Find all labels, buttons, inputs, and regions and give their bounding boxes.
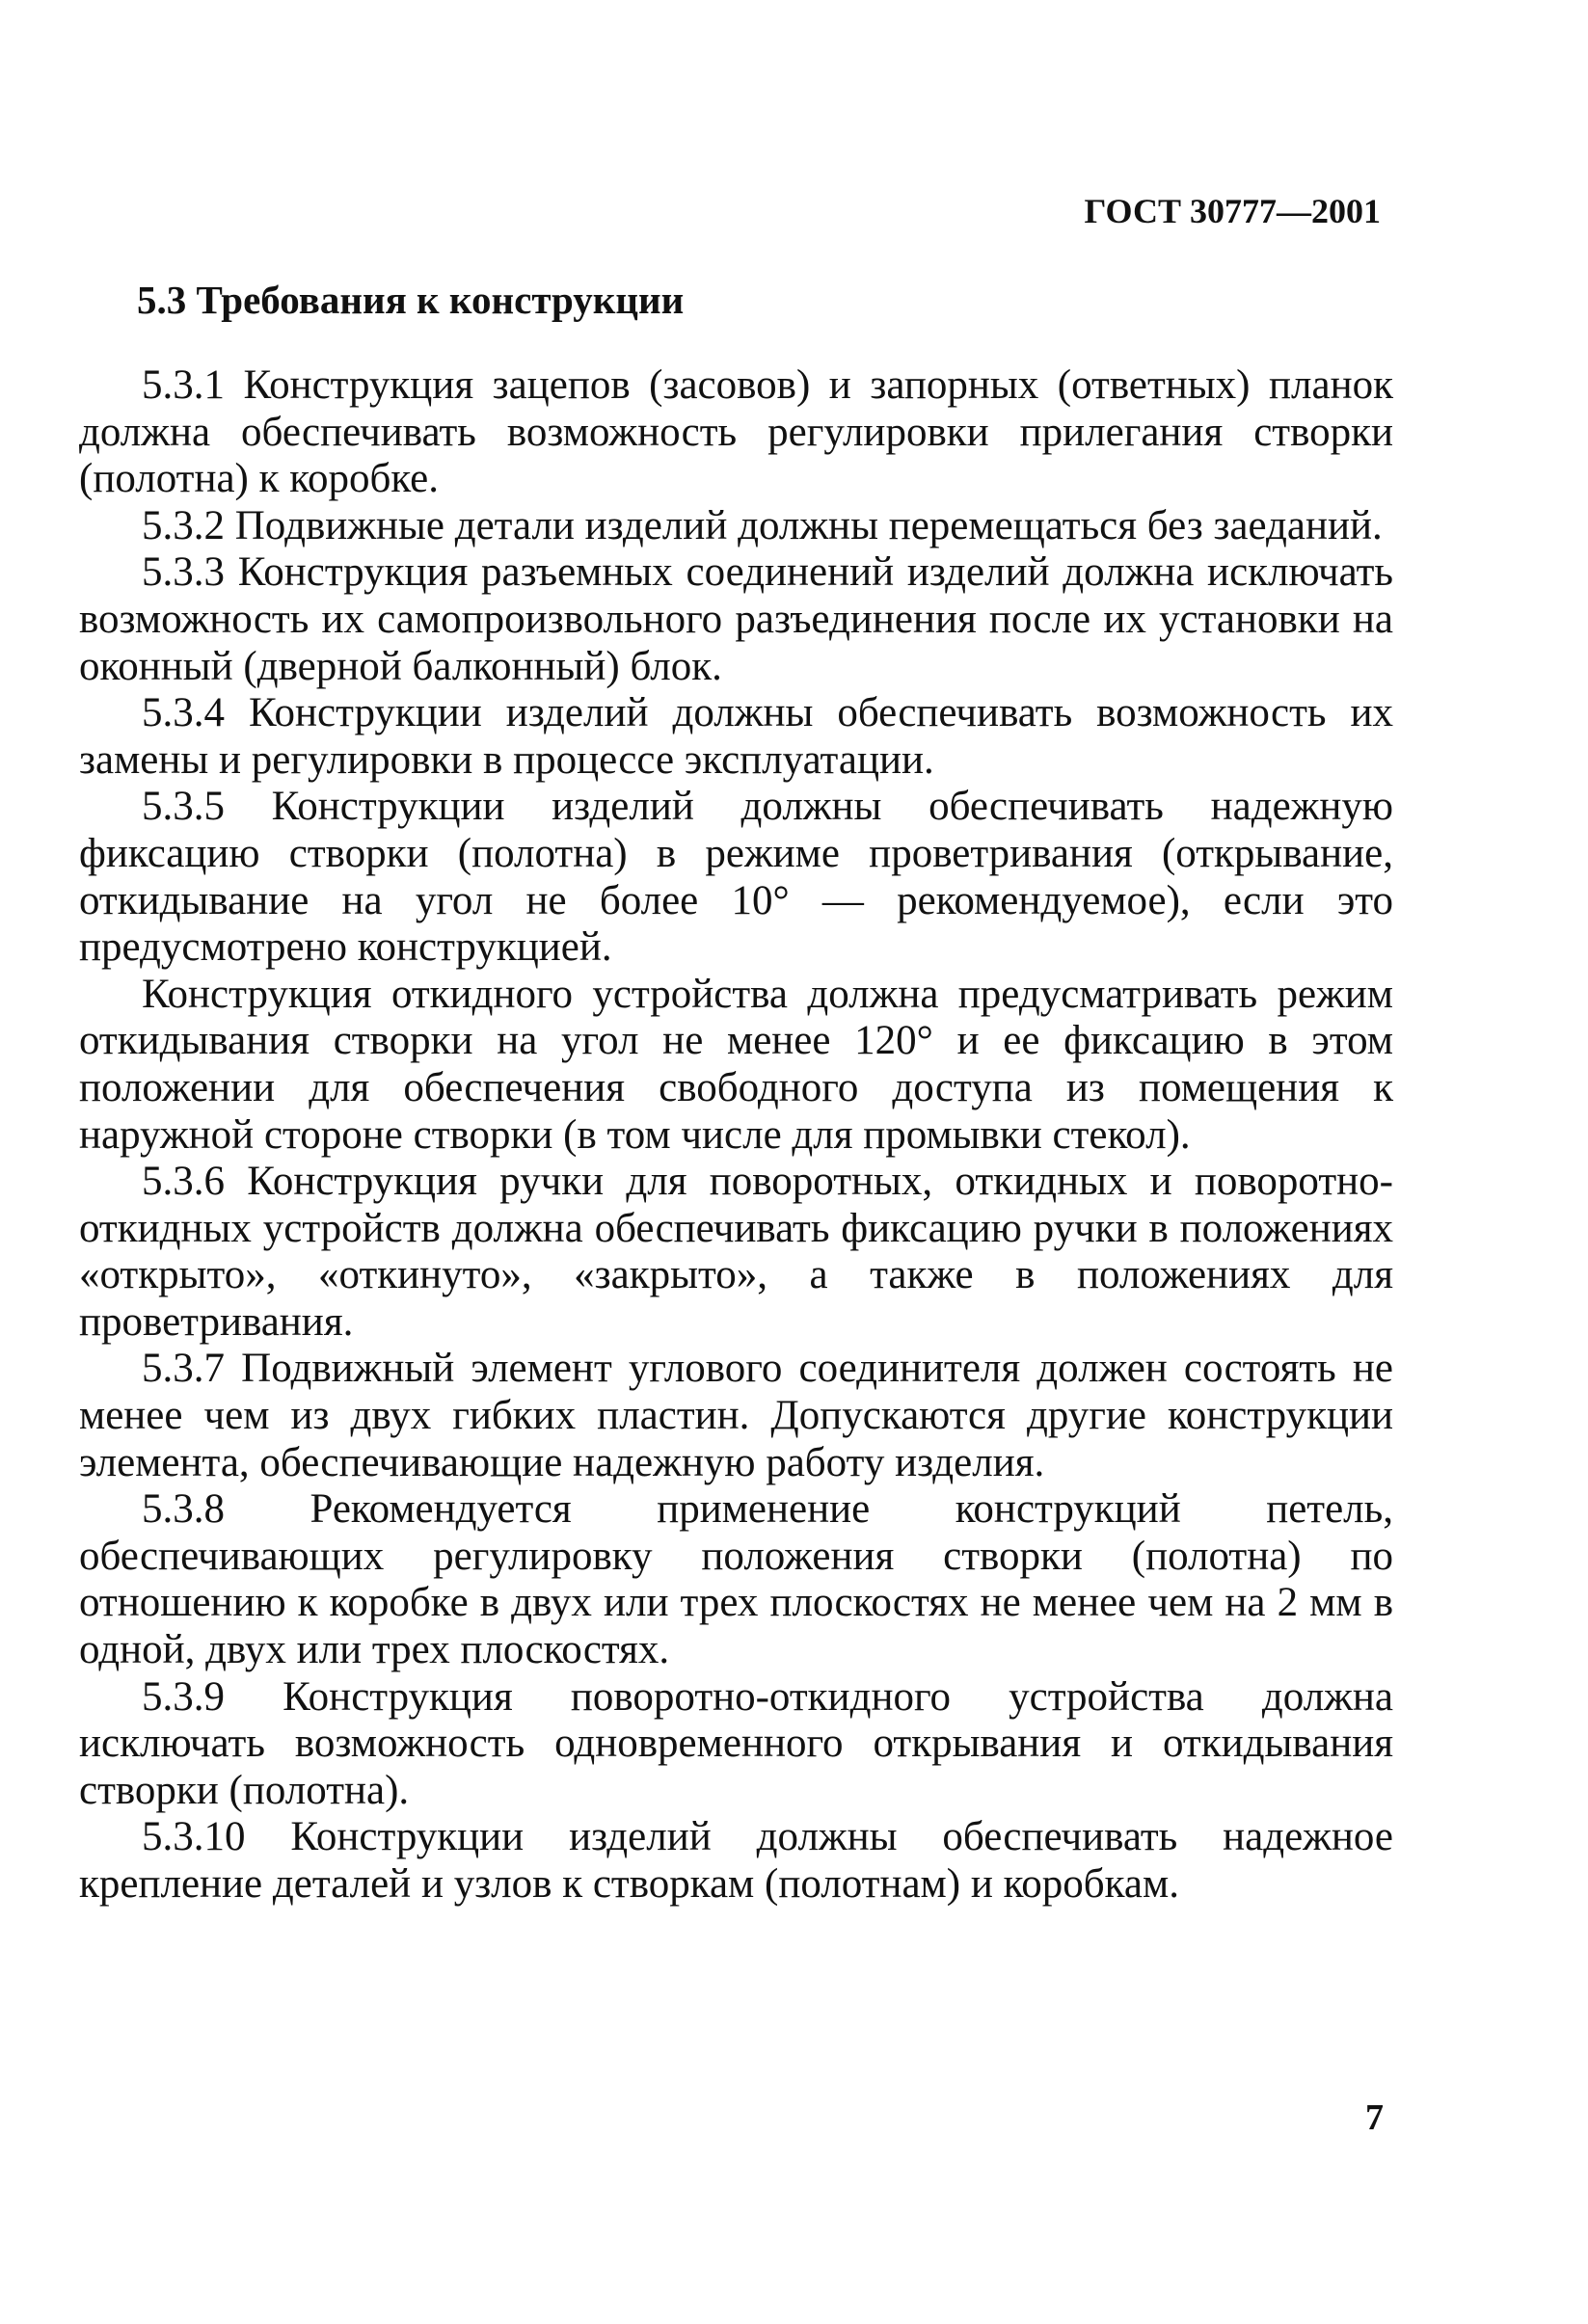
document-header: ГОСТ 30777—2001 bbox=[1084, 192, 1381, 230]
body-text bbox=[79, 362, 1393, 1909]
paragraph-5-3-8: 5.3.8 Рекомендуется применение конструкций петель, обеспечивающих регулировку положения створки (полотна) по отношению к коробке в двух или трех плоскостях не менее чем на 2 мм в одной, двух или трех плоскостях. bbox=[79, 1486, 1393, 1673]
paragraph-5-3-4: 5.3.4 Конструкции изделий должны обеспечивать возможность их замены и регулировки в процессе эксплуатации. bbox=[79, 690, 1393, 783]
paragraph-5-3-9: 5.3.9 Конструкция поворотно-откидного устройства должна исключать возможность одновременного открывания и откидывания створки (полотна). bbox=[79, 1673, 1393, 1813]
paragraph-5-3-10: 5.3.10 Конструкции изделий должны обеспечивать надежное крепление деталей и узлов к створкам (полотнам) и коробкам. bbox=[79, 1814, 1393, 1907]
paragraph-5-3-3: 5.3.3 Конструкция разъемных соединений изделий должна исключать возможность их самопроизвольного разъединения после их установки на оконный (дверной балконный) блок. bbox=[79, 549, 1393, 689]
paragraph-5-3-6: 5.3.6 Конструкция ручки для поворотных, откидных и поворотно-откидных устройств должна обеспечивать фиксацию ручки в положениях «открыто», «откинуто», «закрыто», а также в положениях для проветривания. bbox=[79, 1159, 1393, 1345]
paragraph-5-3-7: 5.3.7 Подвижный элемент углового соединителя должен состоять не менее чем из двух гибких пластин. Допускаются другие конструкции элемента, обеспечивающие надежную работу изделия. bbox=[79, 1346, 1393, 1485]
page-number: 7 bbox=[1365, 2097, 1384, 2138]
section-title: 5.3 Требования к конструкции bbox=[137, 278, 685, 322]
paragraph-5-3-5: 5.3.5 Конструкции изделий должны обеспечивать надежную фиксацию створки (полотна) в режиме проветривания (открывание, откидывание на угол не более 10° — рекомендуемое), если это предусмотрено конструкцией. bbox=[79, 784, 1393, 971]
paragraph-5-3-1: 5.3.1 Конструкция зацепов (засовов) и запорных (ответных) планок должна обеспечивать возможность регулировки прилегания створки (полотна) к коробке. bbox=[79, 362, 1393, 502]
paragraph-5-3-5-continued: Конструкция откидного устройства должна предусматривать режим откидывания створки на угол не менее 120° и ее фиксацию в этом положении для обеспечения свободного доступа из помещения к наружной стороне створки (в том числе для промывки стекол). bbox=[79, 971, 1393, 1158]
paragraph-5-3-2: 5.3.2 Подвижные детали изделий должны перемещаться без заеданий. bbox=[142, 502, 1383, 548]
